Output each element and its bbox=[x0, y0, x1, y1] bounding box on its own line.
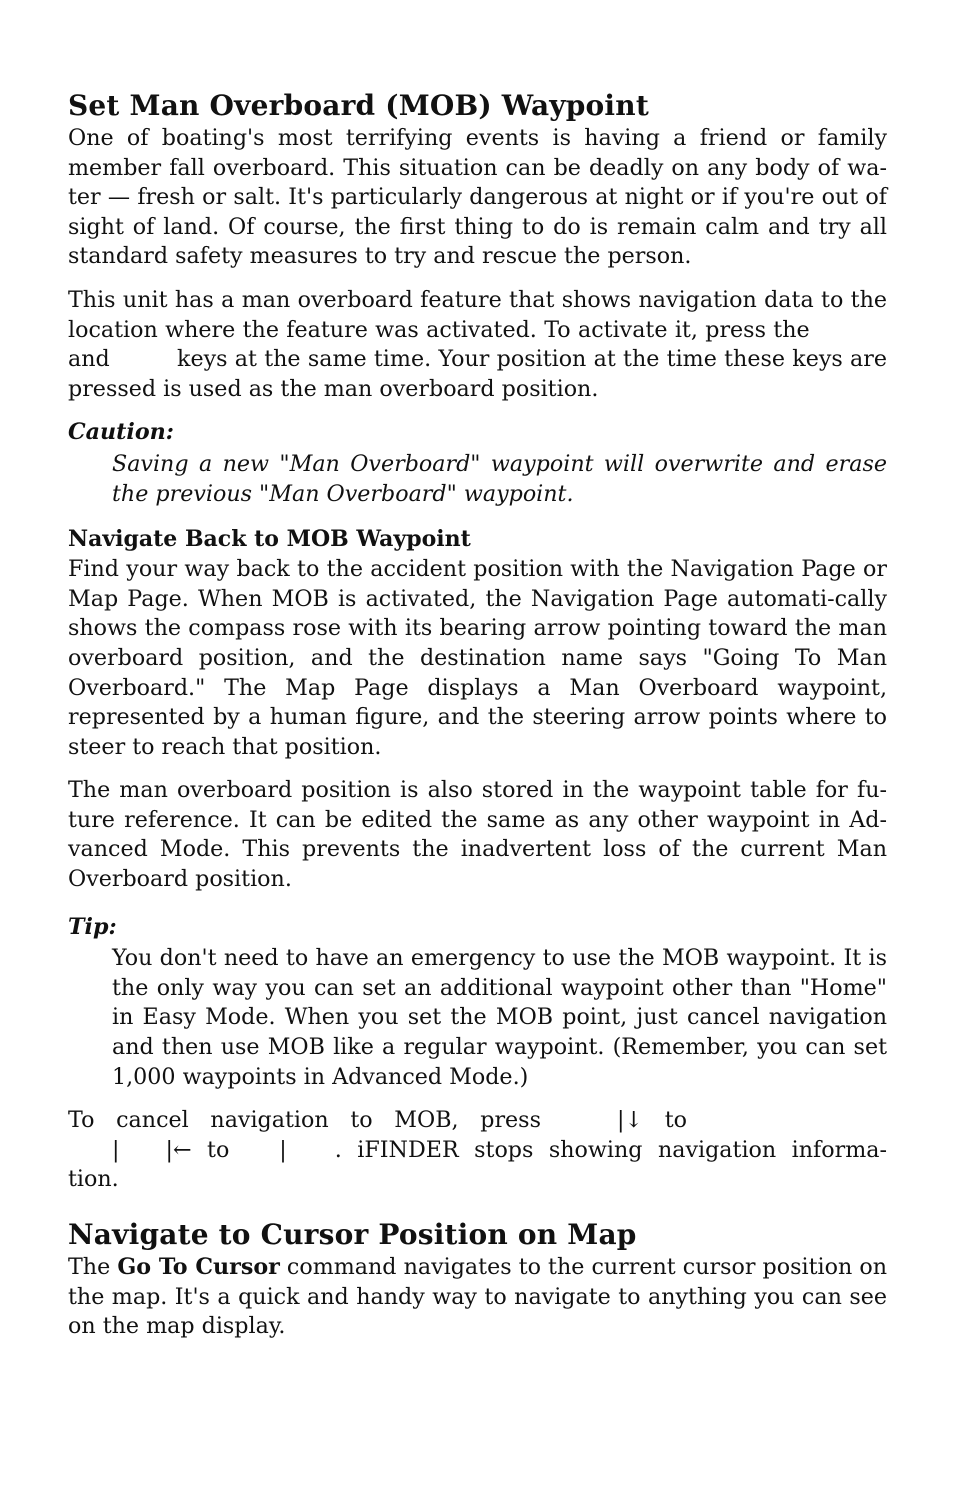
section-title-mob: Set Man Overboard (MOB) Waypoint bbox=[68, 89, 649, 122]
subsection-title-navigate-back: Navigate Back to MOB Waypoint bbox=[68, 526, 471, 553]
cancel-line-1 bbox=[68, 1106, 887, 1136]
go-to-cursor-text-b: command navigates to the current cursor position on the map. It's a quick and handy way to navigate to anything you can see on the map display. bbox=[68, 1254, 887, 1340]
cancel-text-d: |← to bbox=[165, 1136, 230, 1163]
caution-label: Caution: bbox=[68, 419, 174, 446]
cancel-text-b: |↓ to bbox=[616, 1107, 687, 1134]
cancel-text-e: | bbox=[279, 1136, 287, 1163]
cancel-text-f: . iFINDER stops showing navigation informa-tion. bbox=[68, 1136, 887, 1193]
waypoint-table-paragraph: The man overboard position is also stored in the waypoint table for fu-ture reference. It can be edited the same as any other waypoint in Ad-vanced Mode. This prevents the inadvertent loss of the current Man Overboard position. bbox=[68, 777, 887, 893]
mob-intro-paragraph: One of boating's most terrifying events is having a friend or family member fall overboard. This situation can be deadly on any body of wa-ter — fresh or salt. It's particularly dangerous at night or if you're out of sight of land. Of course, the first thing to do is remain calm and try all standard safety measures to try and rescue the person. bbox=[68, 125, 887, 270]
cancel-navigation-paragraph bbox=[68, 1106, 887, 1195]
mob-feature-text-a: This unit has a man overboard feature that shows navigation data to the location where the feature was activated. To activate it, press the bbox=[68, 286, 887, 343]
mob-feature-and: and bbox=[68, 346, 110, 373]
go-to-cursor-text-a: The bbox=[68, 1254, 111, 1280]
mob-feature-paragraph bbox=[68, 286, 887, 404]
navigate-back-paragraph: Find your way back to the accident position with the Navigation Page or Map Page. When MOB is activated, the Navigation Page automati-cally shows the compass rose with its bearing arrow pointing toward the man overboard position, and the destination name says "Going To Man Overboard." The Map Page displays a Man Overboard waypoint, represented by a human figure, and the steering arrow points where to steer to reach that position. bbox=[68, 556, 887, 760]
mob-feature-text-b: keys at the same time. Your position at the time these keys are pressed is used as the man overboard position. bbox=[68, 346, 887, 402]
tip-label: Tip: bbox=[68, 913, 117, 940]
document-page bbox=[68, 88, 887, 1342]
section-title-cursor: Navigate to Cursor Position on Map bbox=[68, 1218, 637, 1251]
caution-text: Saving a new "Man Overboard" waypoint will overwrite and erase the previous "Man Overboard" waypoint. bbox=[112, 450, 887, 507]
cancel-text-a: To cancel navigation to MOB, press bbox=[68, 1107, 541, 1134]
go-to-cursor-command: Go To Cursor bbox=[117, 1254, 280, 1280]
go-to-cursor-paragraph bbox=[68, 1253, 887, 1342]
cancel-text-c: | bbox=[112, 1136, 120, 1163]
tip-text: You don't need to have an emergency to use the MOB waypoint. It is the only way you can set an additional waypoint other than "Home" in Easy Mode. When you set the MOB point, just cancel navigation and then use MOB like a regular waypoint. (Remember, you can set 1,000 waypoints in Advanced Mode.) bbox=[112, 945, 887, 1090]
